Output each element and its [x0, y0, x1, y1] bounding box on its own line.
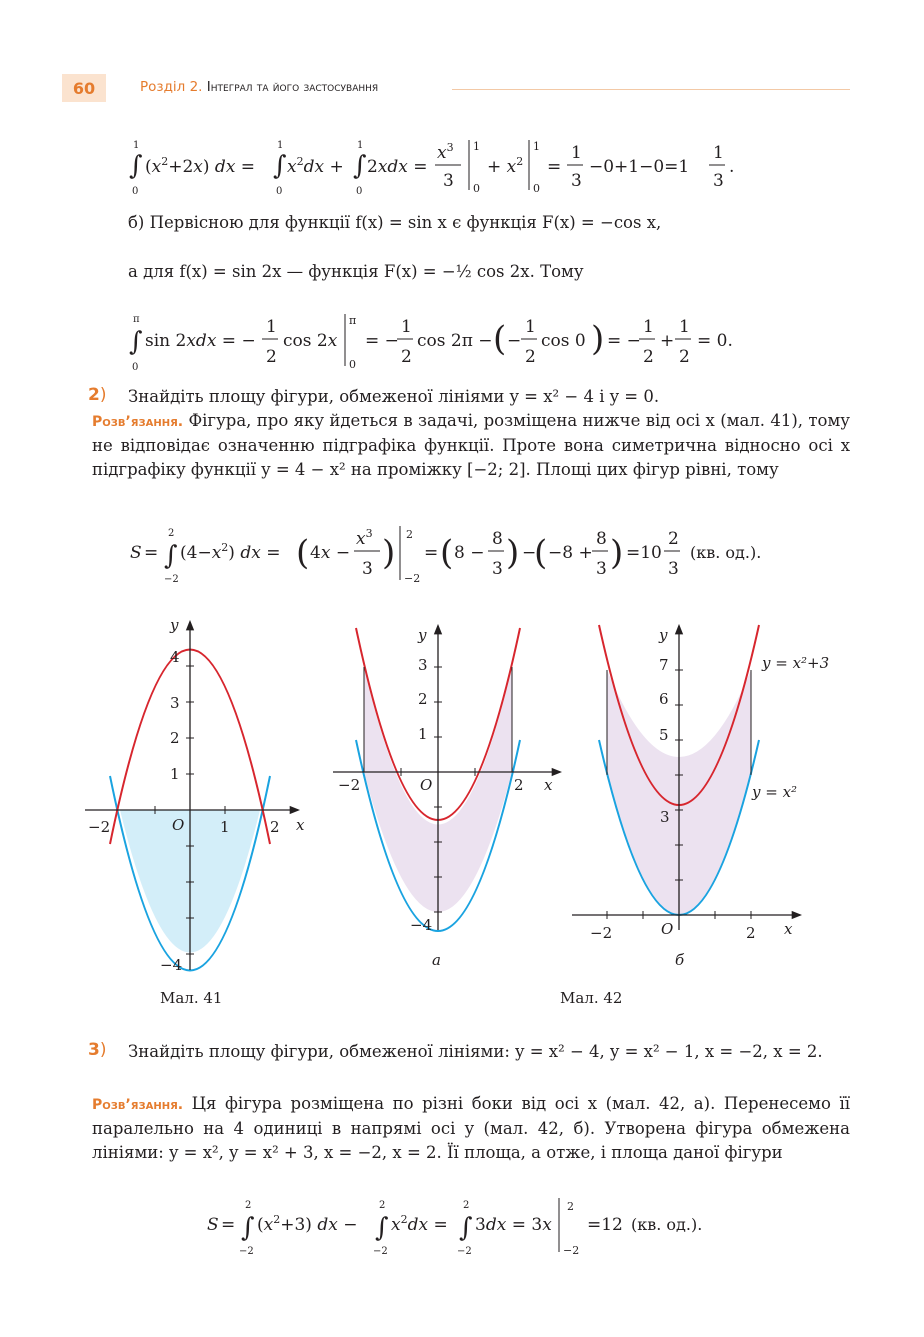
fig41-y-label: y — [170, 616, 179, 634]
chapter-label: Розділ 2. — [140, 79, 203, 95]
svg-text:0: 0 — [132, 362, 139, 373]
svg-text:S: S — [207, 1215, 219, 1235]
svg-text:(кв. од.).: (кв. од.). — [631, 1215, 703, 1234]
page-number: 60 — [62, 74, 106, 102]
svg-text:∫: ∫ — [375, 1213, 389, 1243]
task-3-formula — [205, 1194, 765, 1262]
svg-text:3: 3 — [443, 171, 454, 191]
svg-text:): ) — [382, 533, 396, 573]
svg-text:2: 2 — [418, 690, 428, 708]
task-2-text: Знайдіть площу фігури, обмеженої лініями y = x² − 4 і y = 0. — [128, 387, 660, 406]
svg-text:∫: ∫ — [273, 151, 287, 181]
svg-text:=: = — [424, 543, 439, 563]
svg-text:3: 3 — [668, 559, 679, 579]
svg-text:6: 6 — [659, 690, 669, 708]
svg-text:−2: −2 — [338, 776, 361, 794]
svg-text:.: . — [729, 157, 735, 177]
svg-text:0: 0 — [132, 186, 139, 197]
svg-text:): ) — [506, 533, 520, 573]
svg-text:5: 5 — [659, 726, 669, 744]
task-3-text: Знайдіть площу фігури, обмеженої лініями: y = x² − 4, y = x² − 1, x = −2, x = 2. — [128, 1042, 823, 1061]
svg-text:=: = — [547, 157, 562, 177]
svg-text:−2: −2 — [404, 572, 421, 585]
fig42b-eq1: y = x²+3 — [762, 654, 830, 672]
svg-text:= −: = − — [607, 331, 641, 351]
paragraph-b2-end: Тому — [534, 262, 584, 281]
svg-text:2: 2 — [168, 528, 175, 539]
fig42a-y-label: y — [418, 626, 427, 644]
header-rule — [452, 89, 850, 90]
svg-text:2: 2 — [245, 1200, 252, 1211]
svg-text:8 −: 8 − — [454, 543, 485, 563]
svg-text:∫: ∫ — [129, 151, 143, 181]
svg-text:=12: =12 — [587, 1215, 623, 1235]
svg-text:−2: −2 — [457, 1246, 472, 1257]
fig41-caption: Мал. 41 — [160, 989, 223, 1007]
formula-a — [125, 132, 775, 200]
svg-text:4x −: 4x − — [310, 543, 351, 563]
task-3-number: 3) — [88, 1040, 107, 1060]
svg-text:2: 2 — [270, 818, 280, 836]
task-2-number-text: 2 — [88, 385, 100, 405]
svg-text:1: 1 — [357, 140, 364, 151]
svg-text:1: 1 — [266, 317, 277, 337]
svg-text:2: 2 — [401, 347, 412, 367]
figures-area — [0, 600, 924, 1020]
svg-text:8: 8 — [492, 529, 503, 549]
svg-text:∫: ∫ — [353, 151, 367, 181]
svg-text:S: S — [130, 543, 142, 563]
svg-text:2: 2 — [406, 528, 413, 541]
fig42-sub-b: б — [675, 951, 685, 969]
svg-text:0: 0 — [276, 186, 283, 197]
svg-text:(: ( — [440, 533, 454, 573]
svg-text:0: 0 — [349, 358, 356, 371]
svg-text:3: 3 — [596, 559, 607, 579]
svg-text:π: π — [133, 314, 140, 325]
svg-text:3: 3 — [362, 559, 373, 579]
svg-text:−2: −2 — [590, 924, 613, 942]
svg-text:1: 1 — [473, 140, 480, 153]
svg-text:= 0.: = 0. — [697, 331, 733, 351]
svg-text:1: 1 — [133, 140, 140, 151]
svg-text:0: 0 — [533, 182, 540, 195]
svg-text:1: 1 — [277, 140, 284, 151]
svg-text:1: 1 — [220, 818, 230, 836]
figure-42a — [333, 626, 560, 969]
figure-42b — [572, 625, 829, 969]
svg-text:cos 0: cos 0 — [541, 331, 586, 351]
svg-text:−0+1−0=1: −0+1−0=1 — [589, 157, 690, 177]
svg-text:2: 2 — [668, 529, 679, 549]
svg-text:(4−x2) dx =: $(4-x^2)$ dx = — [180, 541, 281, 563]
svg-text:x3: $x^3$ — [356, 527, 373, 549]
svg-text:+: + — [660, 331, 675, 351]
svg-text:8: 8 — [596, 529, 607, 549]
svg-text:−2: −2 — [239, 1246, 254, 1257]
svg-text:2: 2 — [567, 1200, 574, 1213]
svg-text:(кв. од.).: (кв. од.). — [690, 543, 762, 562]
svg-text:(x2+3) dx −: $(x^2+3)$ dx − — [257, 1213, 358, 1235]
fig42b-origin-label: O — [661, 920, 674, 938]
svg-text:3dx = 3x: 3dx = 3x — [475, 1215, 552, 1235]
task-3-solution-label: Розв’язання. — [92, 1097, 184, 1113]
svg-text:=10: =10 — [626, 543, 662, 563]
svg-text:7: 7 — [659, 656, 669, 674]
svg-text:2: 2 — [514, 776, 524, 794]
svg-text:3: 3 — [713, 171, 724, 191]
svg-text:x2dx +: $x^2dx$ + — [287, 155, 344, 177]
task-2-number: 2) — [88, 385, 107, 405]
fig42b-eq2: y = x² — [752, 783, 798, 801]
svg-text:4: 4 — [170, 648, 180, 666]
svg-text:2: 2 — [463, 1200, 470, 1211]
task-3-number-text: 3 — [88, 1040, 100, 1060]
fig42-sub-a: а — [432, 951, 441, 969]
svg-text:−2: −2 — [88, 818, 111, 836]
svg-text:): ) — [591, 319, 605, 359]
fig42b-y-label: y — [659, 626, 668, 644]
svg-text:=: = — [144, 543, 159, 563]
svg-text:(: ( — [296, 533, 310, 573]
task-2-solution — [92, 409, 850, 482]
svg-text:2: 2 — [525, 347, 536, 367]
svg-text:−: − — [507, 331, 522, 351]
svg-text:1: 1 — [401, 317, 412, 337]
paragraph-b2-formula: F(x) = −½ cos 2x. — [383, 262, 535, 281]
svg-text:−4: −4 — [410, 916, 433, 934]
svg-text:π: π — [349, 314, 357, 327]
svg-text:2: 2 — [379, 1200, 386, 1211]
svg-text:sin 2xdx = −: sin 2xdx = − — [145, 331, 256, 351]
svg-text:∫: ∫ — [459, 1213, 473, 1243]
svg-text:+ x2: + $x^2$ — [487, 155, 524, 177]
svg-text:−: − — [522, 543, 537, 563]
svg-text:−2: −2 — [164, 574, 179, 585]
svg-text:−2: −2 — [373, 1246, 388, 1257]
paragraph-b2-start: а для f(x) = sin 2x — функція — [128, 262, 384, 281]
svg-text:1: 1 — [713, 143, 724, 163]
formula-b — [125, 308, 765, 378]
figure-41 — [85, 616, 305, 974]
svg-text:∫: ∫ — [164, 541, 178, 571]
task-3-solution — [92, 1092, 850, 1165]
svg-text:2: 2 — [266, 347, 277, 367]
svg-text:3: 3 — [492, 559, 503, 579]
svg-text:−2: −2 — [563, 1244, 580, 1257]
paragraph-b1: б) Первісною для функції f(x) = sin x є функція F(x) = −cos x, — [128, 213, 662, 232]
svg-text:−8 +: −8 + — [548, 543, 593, 563]
svg-text:1: 1 — [679, 317, 690, 337]
task-2-formula — [128, 522, 808, 590]
svg-text:x3: $x^3$ — [437, 141, 454, 163]
svg-text:(x2+2x) dx =: $(x^2+2x)$ dx = — [145, 155, 256, 177]
svg-text:x2dx =: $x^2dx$ = — [391, 1213, 448, 1235]
task-2-solution-label: Розв’язання. — [92, 414, 184, 430]
chapter-title: Інтеграл та його застосування — [206, 79, 379, 95]
svg-text:1: 1 — [170, 765, 180, 783]
fig42a-origin-label: O — [420, 776, 433, 794]
svg-text:2: 2 — [679, 347, 690, 367]
svg-text:0: 0 — [356, 186, 363, 197]
svg-text:1: 1 — [571, 143, 582, 163]
svg-text:∫: ∫ — [129, 327, 143, 357]
svg-text:=: = — [221, 1215, 236, 1235]
svg-text:(: ( — [493, 319, 507, 359]
svg-text:2xdx =: 2xdx = — [367, 157, 428, 177]
svg-text:1: 1 — [525, 317, 536, 337]
svg-text:3: 3 — [571, 171, 582, 191]
svg-text:0: 0 — [473, 182, 480, 195]
svg-text:2: 2 — [643, 347, 654, 367]
svg-text:1: 1 — [533, 140, 540, 153]
svg-text:−4: −4 — [160, 956, 183, 974]
svg-text:(: ( — [534, 533, 548, 573]
svg-text:∫: ∫ — [241, 1213, 255, 1243]
svg-text:3: 3 — [170, 694, 180, 712]
svg-text:2: 2 — [746, 924, 756, 942]
svg-text:= −: = − — [365, 331, 399, 351]
fig42b-x-label: x — [784, 920, 793, 938]
running-header — [140, 79, 378, 95]
svg-text:3: 3 — [660, 808, 670, 826]
task-3-solution-text: Ця фігура розміщена по різні боки від осі x (мал. 42, а). Перенесемо її паралельно на 4 одиниці в напрямі осі y (мал. 42, б). Утворена фігура обмежена лініями: y = x², y = x² + 3, x = −2, x = 2. Її площа, а отже, і площа даної фігури — [92, 1094, 850, 1162]
task-2-solution-text: Фігура, про яку йдеться в задачі, розміщена нижче від осі x (мал. 41), тому не відповідає означенню підграфіка функції. Проте вона симетрична відносно осі x підграфіку функції y = 4 − x² на проміжку [−2; 2]. Площі цих фігур рівні, тому — [92, 411, 850, 479]
svg-text:1: 1 — [418, 725, 428, 743]
svg-text:cos 2π −: cos 2π − — [417, 331, 493, 351]
svg-text:cos 2x: cos 2x — [283, 331, 338, 351]
fig41-origin-label: O — [172, 816, 185, 834]
fig42-caption: Мал. 42 — [560, 989, 623, 1007]
paragraph-b2 — [128, 260, 858, 284]
svg-text:2: 2 — [170, 729, 180, 747]
fig42a-x-label: x — [544, 776, 553, 794]
figures-svg — [0, 600, 924, 1020]
fig41-x-label: x — [296, 816, 305, 834]
svg-text:3: 3 — [418, 656, 428, 674]
svg-text:): ) — [610, 533, 624, 573]
svg-text:1: 1 — [643, 317, 654, 337]
